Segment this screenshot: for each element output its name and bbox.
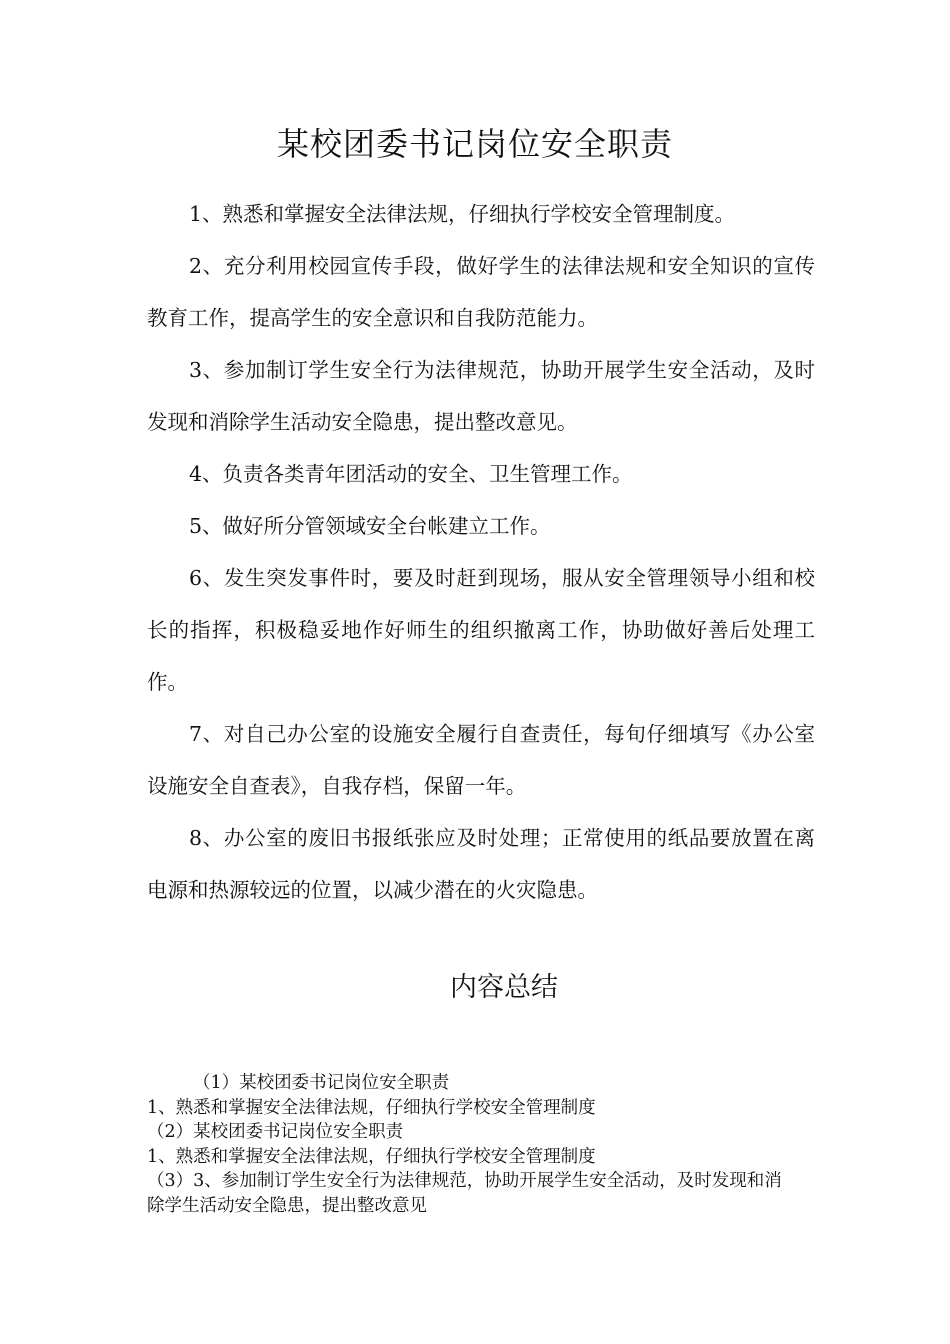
paragraph-2: 2、充分利用校园宣传手段，做好学生的法律法规和安全知识的宣传教育工作，提高学生的安全意识和自我防范能力。 [147, 254, 815, 330]
document-title: 某校团委书记岗位安全职责 [276, 125, 673, 163]
summary-line-5: （3）3、参加制订学生安全行为法律规范，协助开展学生安全活动，及时发现和消除学生活动安全隐患，提出整改意见 [147, 1171, 782, 1216]
summary-line-1: （1）某校团委书记岗位安全职责 [193, 1073, 450, 1093]
summary-line-4: 1、熟悉和掌握安全法律法规，仔细执行学校安全管理制度 [147, 1146, 596, 1167]
summary-title: 内容总结 [450, 972, 558, 1003]
paragraph-8: 8、办公室的废旧书报纸张应及时处理；正常使用的纸品要放置在离电源和热源较远的位置，以减少潜在的火灾隐患。 [147, 826, 815, 902]
summary-line-3: （2）某校团委书记岗位安全职责 [147, 1122, 404, 1142]
paragraph-3: 3、参加制订学生安全行为法律规范，协助开展学生安全活动，及时发现和消除学生活动安全隐患，提出整改意见。 [147, 358, 815, 434]
document-body [147, 188, 815, 916]
summary-section [147, 1071, 797, 1218]
summary-line-2: 1、熟悉和掌握安全法律法规，仔细执行学校安全管理制度 [147, 1097, 596, 1118]
paragraph-4: 4、负责各类青年团活动的安全、卫生管理工作。 [189, 462, 633, 486]
paragraph-5: 5、做好所分管领域安全台帐建立工作。 [189, 514, 551, 538]
paragraph-7: 7、对自己办公室的设施安全履行自查责任，每旬仔细填写《办公室设施安全自查表》，自我存档，保留一年。 [147, 722, 815, 798]
paragraph-1: 1、熟悉和掌握安全法律法规，仔细执行学校安全管理制度。 [189, 202, 736, 226]
paragraph-6: 6、发生突发事件时，要及时赶到现场，服从安全管理领导小组和校长的指挥，积极稳妥地作好师生的组织撤离工作，协助做好善后处理工作。 [147, 566, 815, 694]
